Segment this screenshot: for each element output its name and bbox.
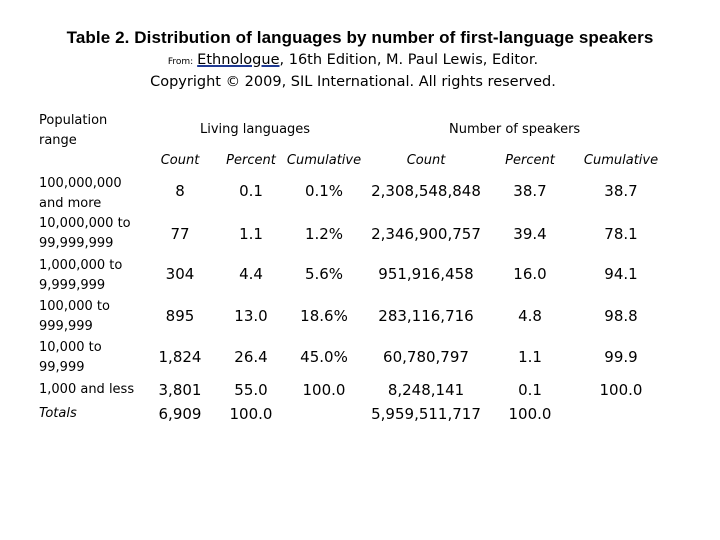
header-spk-cumulative: Cumulative (583, 153, 659, 168)
row-range: 1,000,000 to 9,999,999 (39, 258, 123, 293)
header-living-languages: Living languages (200, 122, 311, 137)
lang-percent-cell: 4.4 (239, 265, 263, 283)
spk-percent-cell: 0.1 (518, 381, 542, 399)
header-population-range: Population range (39, 113, 108, 148)
edition-text: , 16th Edition, M. Paul Lewis, Editor. (279, 52, 539, 68)
spk-cumulative-cell: 100.0 (599, 381, 643, 399)
header-spk-count: Count (406, 153, 446, 168)
totals-spk-count: 5,959,511,717 (371, 405, 481, 423)
table-title: Table 2. Distribution of languages by number of first-language speakers (66, 28, 654, 47)
ethnologue-link[interactable]: Ethnologue (197, 52, 280, 68)
header-lang-cumulative: Cumulative (286, 153, 362, 168)
spk-percent-cell: 1.1 (518, 348, 542, 366)
lang-cumulative-cell: 100.0 (302, 381, 346, 399)
header-number-of-speakers: Number of speakers (449, 122, 581, 137)
spk-cumulative-cell: 99.9 (604, 348, 638, 366)
spk-percent-cell: 4.8 (518, 307, 542, 325)
spk-count-cell: 60,780,797 (383, 348, 469, 366)
spk-cumulative-cell: 98.8 (604, 307, 638, 325)
header-lang-count: Count (160, 153, 200, 168)
lang-count-cell: 1,824 (158, 348, 202, 366)
spk-percent-cell: 16.0 (513, 265, 547, 283)
row-range: 10,000 to 99,999 (39, 340, 102, 375)
spk-count-cell: 951,916,458 (378, 265, 474, 283)
lang-cumulative-cell: 1.2% (304, 225, 344, 243)
spk-cumulative-cell: 78.1 (604, 225, 638, 243)
lang-percent-cell: 0.1 (239, 182, 263, 200)
spk-cumulative-cell: 38.7 (604, 182, 638, 200)
lang-count-cell: 77 (170, 225, 190, 243)
lang-cumulative-cell: 0.1% (304, 182, 344, 200)
spk-percent-cell: 39.4 (513, 225, 547, 243)
lang-percent-cell: 55.0 (234, 381, 268, 399)
spk-count-cell: 2,346,900,757 (371, 225, 481, 243)
header-spk-percent: Percent (505, 153, 555, 168)
spk-cumulative-cell: 94.1 (604, 265, 638, 283)
row-range: 100,000 to 999,999 (39, 299, 110, 334)
lang-cumulative-cell: 18.6% (300, 307, 348, 325)
lang-count-cell: 895 (165, 307, 195, 325)
lang-percent-cell: 1.1 (239, 225, 263, 243)
spk-count-cell: 2,308,548,848 (371, 182, 481, 200)
row-range: 100,000,000 and more (39, 176, 122, 211)
spk-percent-cell: 38.7 (513, 182, 547, 200)
lang-cumulative-cell: 45.0% (300, 348, 348, 366)
spk-count-cell: 283,116,716 (378, 307, 474, 325)
lang-count-cell: 3,801 (158, 381, 202, 399)
row-range: 1,000 and less (39, 382, 135, 397)
row-range: 10,000,000 to 99,999,999 (39, 216, 131, 251)
from-label: From: (167, 57, 194, 67)
lang-cumulative-cell: 5.6% (304, 265, 344, 283)
totals-spk-percent: 100.0 (508, 405, 552, 423)
lang-count-cell: 304 (165, 265, 195, 283)
totals-label: Totals (39, 406, 77, 421)
totals-lang-percent: 100.0 (229, 405, 273, 423)
lang-count-cell: 8 (175, 182, 185, 200)
copyright-line: Copyright © 2009, SIL International. All rights reserved. (150, 74, 556, 90)
lang-percent-cell: 13.0 (234, 307, 268, 325)
spk-count-cell: 8,248,141 (387, 381, 465, 399)
lang-percent-cell: 26.4 (234, 348, 268, 366)
totals-lang-count: 6,909 (158, 405, 202, 423)
header-lang-percent: Percent (226, 153, 276, 168)
source-line (0, 52, 706, 68)
